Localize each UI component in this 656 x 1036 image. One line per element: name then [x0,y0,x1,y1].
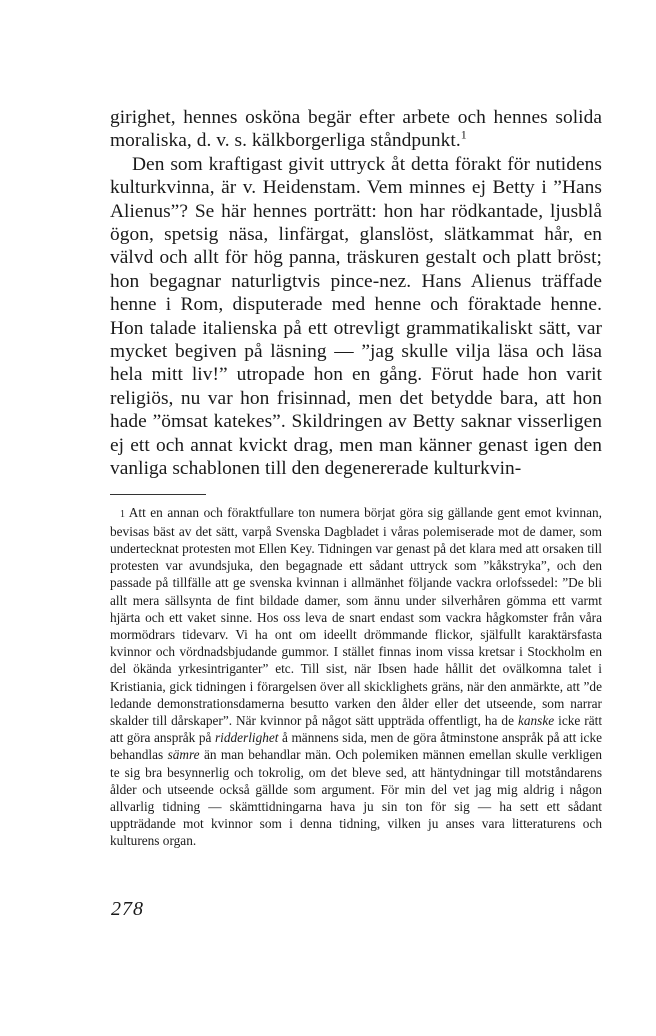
footnote-italic-samre: sämre [167,747,200,763]
page-content [110,106,602,850]
footnote-reference[interactable]: 1 [460,127,467,142]
footnote-italic-ridderlighet: ridderlighet [214,730,279,746]
footnote-mark: 1 [120,508,125,520]
footnote-separator [110,494,206,495]
page-number: 278 [111,898,144,920]
paragraph-heidenstam: Den som kraftigast givit uttryck åt detta förakt för nutidens kulturkvinna, är v. Heidenstam. Vem minnes ej Betty i ”Hans Alienus”? Se här hennes porträtt: hon har rödkantade, ljusblå ögon, spetsig näsa, linfärgat, glanslöst, slätkammat hår, en välvd och allt för hög panna, träskuren gestalt och platt bröst; hon begagnar naturligtvis pince-nez. Hans Alienus träffade henne i Rom, disputerade med henne och föraktade henne. Hon talade italienska på ett otrevligt grammatikaliskt sätt, var mycket begiven på läsning — ”jag skulle vilja läsa och läsa hela mitt liv!” utropade hon en gång. Förut hade hon varit religiös, nu var hon frisinnad, men det betydde bara, att hon hade ”ömsat katekes”. Skildringen av Betty saknar visserligen ej ett och annat kvickt drag, men man känner genast igen den vanliga schablonen till den degenererade kulturkvin- [110,153,602,480]
footnote-italic-kanske: kanske [517,712,555,728]
body-text [110,106,602,481]
paragraph-continuation: girighet, hennes osköna begär efter arbete och hennes solida moraliska, d. v. s. kälkborgerliga ståndpunkt.$^1$ [110,107,602,152]
footnote: 1 Att en annan och föraktfullare ton numera börjat göra sig gällande gent emot kvinnan, bevisas bäst av det sätt, varpå Svenska Dagbladet i våras polemiserade mot de damer, som undertecknat protesten mot Ellen Key. Tidningen var genast på det klara med att orsaken till protesten var avundsjuka, den begagnade ett sådant uttryck som ”kåkstryka”, och den passade på tillfälle att ge svenska kvinnan i allmänhet följande vackra orlofssedel: ”De bli allt mera sällsynta de fint bildade damer, som ännu under silverhåren gömma ett varmt hjärta och ett vaket sinne. Hos oss leva de snart endast som vackra hågkomster från våra mormödrars tidevarv. Vi ha ont om ideellt drömmande flickor, själfullt karaktärsfasta kvinnor och vördnadsbjudande gummor. I stället finnas inom vissa kretsar i Stockholm en del ökända yrkesintriganter” etc. Till sist, när Ibsen hade hållit det ovälkomna talet i Kristiania, gick tidningen i förargelsen över all skicklighets gräns, när den anmärkte, att ”de ledande demonstrationsdamerna besutto varken den ålder eller det utseende, som narrar skalder till dårskaper”. När kvinnor på något sätt uppträda offentligt, ha de kanske icke rätt att göra anspråk på ridderlighet å männens sida, men de göra åtminstone anspråk på att icke behandlas sämre än man behandlar män. Och polemiken männen emellan skulle verkligen te sig bra besynnerlig och tokrolig, om det bleve sed, att häntydningar till motståndarens ålder och utseende också gällde som argument. För min del vet jag mig aldrig i någon allvarlig tidning — skämttidningarna hava ju sin ton för sig — ha sett ett sådant uppträdande mot kvinnor som i denna tidning, vilken ju anses vara litteraturens och kulturens organ. [110,504,603,849]
